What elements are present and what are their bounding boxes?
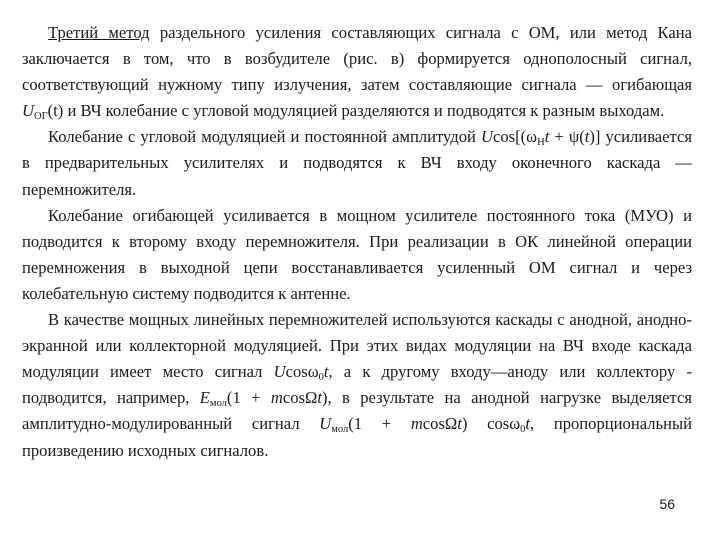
p4-text-d: cosΩ (282, 388, 318, 408)
p1-var-U: U (22, 101, 34, 121)
paragraph-3 (22, 203, 692, 307)
p4-text-f: (1 + (348, 414, 411, 434)
p2-var-t: t (544, 127, 550, 147)
underlined-lead: Третий метод (48, 23, 150, 42)
p2-text-a: Колебание с угловой модуляцией и постоянной амплитудой (48, 127, 482, 147)
p4-var-U2: U (319, 414, 332, 434)
p4-text-c: (1 + (226, 388, 271, 408)
p4-var-t4: t (525, 414, 530, 434)
p2-sub-h: Н (537, 137, 545, 149)
body-text (22, 20, 692, 464)
p4-cos1: cosω (285, 362, 319, 382)
paragraph-1 (22, 20, 692, 124)
paragraph-4 (22, 307, 692, 464)
page-number: 56 (659, 496, 675, 512)
p1-text-b: (t) и ВЧ колебание с угловой модуляцией разделяются и подводятся к разным выходам. (47, 101, 665, 121)
p4-var-m1: m (270, 388, 283, 408)
p4-var-U1: U (273, 362, 286, 382)
p1-sub-og: ОГ (33, 111, 48, 123)
p2-var-t2: t (584, 127, 590, 147)
p1-text-a: раздельного усиления составляющих сигнала с ОМ, или метод Кана заключается в том, что в возбудителе (рис. в) формируется однополосный сигнал, соответствующий нужному типу излучения, затем составляющие сигнала — огибающая (22, 23, 692, 95)
p4-sub-mol2: мол (331, 424, 349, 436)
p3-text: Колебание огибающей усиливается в мощном усилителе постоянного тока (МУО) и подводится к второму входу перемножителя. При реализации в ОК линейной операции перемножения в выходной цепи восстанавливается усиленный ОМ сигнал и через колебательную систему подводится к антенне. (22, 205, 692, 303)
p2-text-c: )] усиливается в предварительных усилителях и подводятся к ВЧ входу оконечного каскада — перемножителя. (22, 127, 692, 199)
p4-sub-0b: 0 (520, 424, 526, 436)
p4-text-g: cosΩ (422, 414, 458, 434)
p4-var-t3: t (457, 414, 462, 434)
p4-var-m2: m (410, 414, 423, 434)
p4-var-E: E (199, 388, 210, 408)
p4-var-t2: t (317, 388, 322, 408)
p4-text-i: , пропорциональный произведению исходных сигналов. (22, 414, 692, 460)
p4-text-b: , а к другому входу—аноду или коллектору - подводится, например, (22, 362, 692, 408)
paragraph-2 (22, 124, 692, 202)
p4-text-a: В качестве мощных линейных перемножителей используются каскады с анодной, анодно-экранной или коллекторной модуляцией. При этих видах модуляции на ВЧ входе каскада модуляции имеет место сигнал (22, 310, 692, 382)
p4-sub-0a: 0 (318, 372, 324, 384)
p4-var-t1: t (323, 362, 329, 382)
p4-text-e: ), в результате на анодной нагрузке выделяется амплитудно-модулированный сигнал (22, 388, 692, 434)
p4-text-h: ) cosω (461, 414, 521, 434)
p2-var-U: U (481, 127, 493, 147)
p4-sub-mol1: мол (209, 398, 227, 410)
p2-cos: cos[(ω (493, 127, 538, 147)
p2-text-b: + ψ( (549, 127, 585, 147)
